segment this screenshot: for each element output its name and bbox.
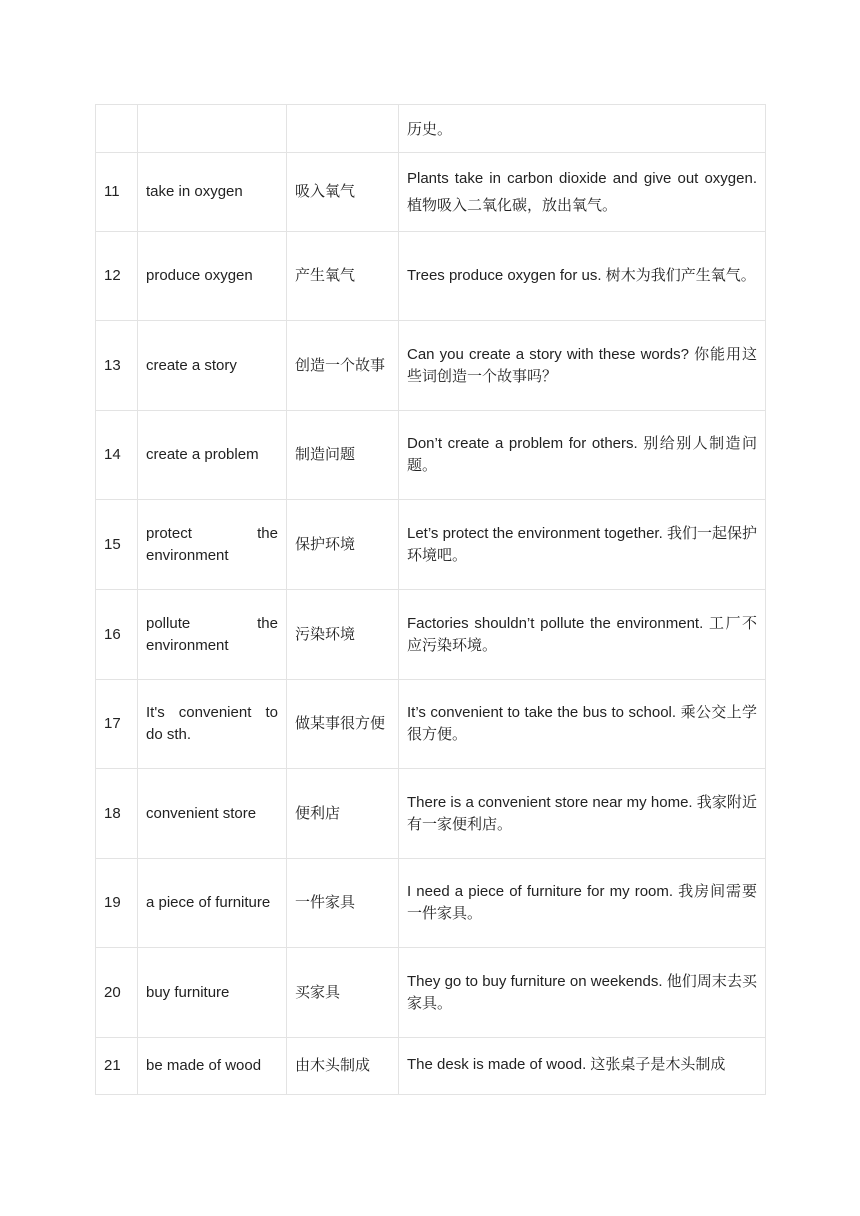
- chinese-meaning: 吸入氧气: [287, 153, 399, 232]
- english-phrase: produce oxygen: [138, 232, 287, 321]
- row-number: 19: [96, 859, 138, 948]
- row-number: 11: [96, 153, 138, 232]
- row-number: 21: [96, 1038, 138, 1095]
- example-sentence: Can you create a story with these words? 你能用这些词创造一个故事吗？: [399, 321, 766, 411]
- chinese-meaning: 做某事很方便: [287, 680, 399, 769]
- row-number: 18: [96, 769, 138, 859]
- row-number: 14: [96, 411, 138, 500]
- english-phrase: protect the environment: [138, 500, 287, 590]
- table-row: [96, 411, 766, 500]
- row-number: 12: [96, 232, 138, 321]
- table-row: [96, 500, 766, 590]
- chinese-meaning: 买家具: [287, 948, 399, 1038]
- table-row: [96, 769, 766, 859]
- table-row: [96, 1038, 766, 1095]
- row-number: 17: [96, 680, 138, 769]
- row-number: 15: [96, 500, 138, 590]
- english-phrase: It's convenient to do sth.: [138, 680, 287, 769]
- english-phrase: create a problem: [138, 411, 287, 500]
- table-row: [96, 232, 766, 321]
- vocabulary-table: [95, 104, 766, 1095]
- example-sentence: There is a convenient store near my home. 我家附近有一家便利店。: [399, 769, 766, 859]
- example-sentence: They go to buy furniture on weekends. 他们周末去买家具。: [399, 948, 766, 1038]
- english-phrase: pollute the environment: [138, 590, 287, 680]
- table-row: [96, 948, 766, 1038]
- chinese-meaning: 便利店: [287, 769, 399, 859]
- table-row: [96, 105, 766, 153]
- example-sentence: It’s convenient to take the bus to school. 乘公交上学很方便。: [399, 680, 766, 769]
- chinese-meaning: 保护环境: [287, 500, 399, 590]
- row-number: 20: [96, 948, 138, 1038]
- row-number: [96, 105, 138, 153]
- chinese-meaning: 一件家具: [287, 859, 399, 948]
- example-sentence: Let’s protect the environment together. 我们一起保护环境吧。: [399, 500, 766, 590]
- chinese-meaning: 由木头制成: [287, 1038, 399, 1095]
- english-phrase: take in oxygen: [138, 153, 287, 232]
- example-sentence: The desk is made of wood. 这张桌子是木头制成: [399, 1038, 766, 1095]
- example-sentence: Plants take in carbon dioxide and give out oxygen. 植物吸入二氧化碳，放出氧气。: [399, 153, 766, 232]
- english-phrase: [138, 105, 287, 153]
- chinese-meaning: 污染环境: [287, 590, 399, 680]
- english-phrase: be made of wood: [138, 1038, 287, 1095]
- chinese-meaning: 产生氧气: [287, 232, 399, 321]
- chinese-meaning: 创造一个故事: [287, 321, 399, 411]
- table-row: [96, 859, 766, 948]
- english-phrase: a piece of furniture: [138, 859, 287, 948]
- example-sentence: Trees produce oxygen for us. 树木为我们产生氧气。: [399, 232, 766, 321]
- example-sentence: Factories shouldn’t pollute the environment. 工厂不应污染环境。: [399, 590, 766, 680]
- table-row: [96, 590, 766, 680]
- row-number: 13: [96, 321, 138, 411]
- row-number: 16: [96, 590, 138, 680]
- example-sentence: I need a piece of furniture for my room. 我房间需要一件家具。: [399, 859, 766, 948]
- chinese-meaning: 制造问题: [287, 411, 399, 500]
- example-sentence: Don’t create a problem for others. 别给别人制造问题。: [399, 411, 766, 500]
- example-sentence: 历史。: [399, 105, 766, 153]
- english-phrase: buy furniture: [138, 948, 287, 1038]
- table-row: [96, 680, 766, 769]
- chinese-meaning: [287, 105, 399, 153]
- table-row: [96, 321, 766, 411]
- table-row: [96, 153, 766, 232]
- english-phrase: convenient store: [138, 769, 287, 859]
- english-phrase: create a story: [138, 321, 287, 411]
